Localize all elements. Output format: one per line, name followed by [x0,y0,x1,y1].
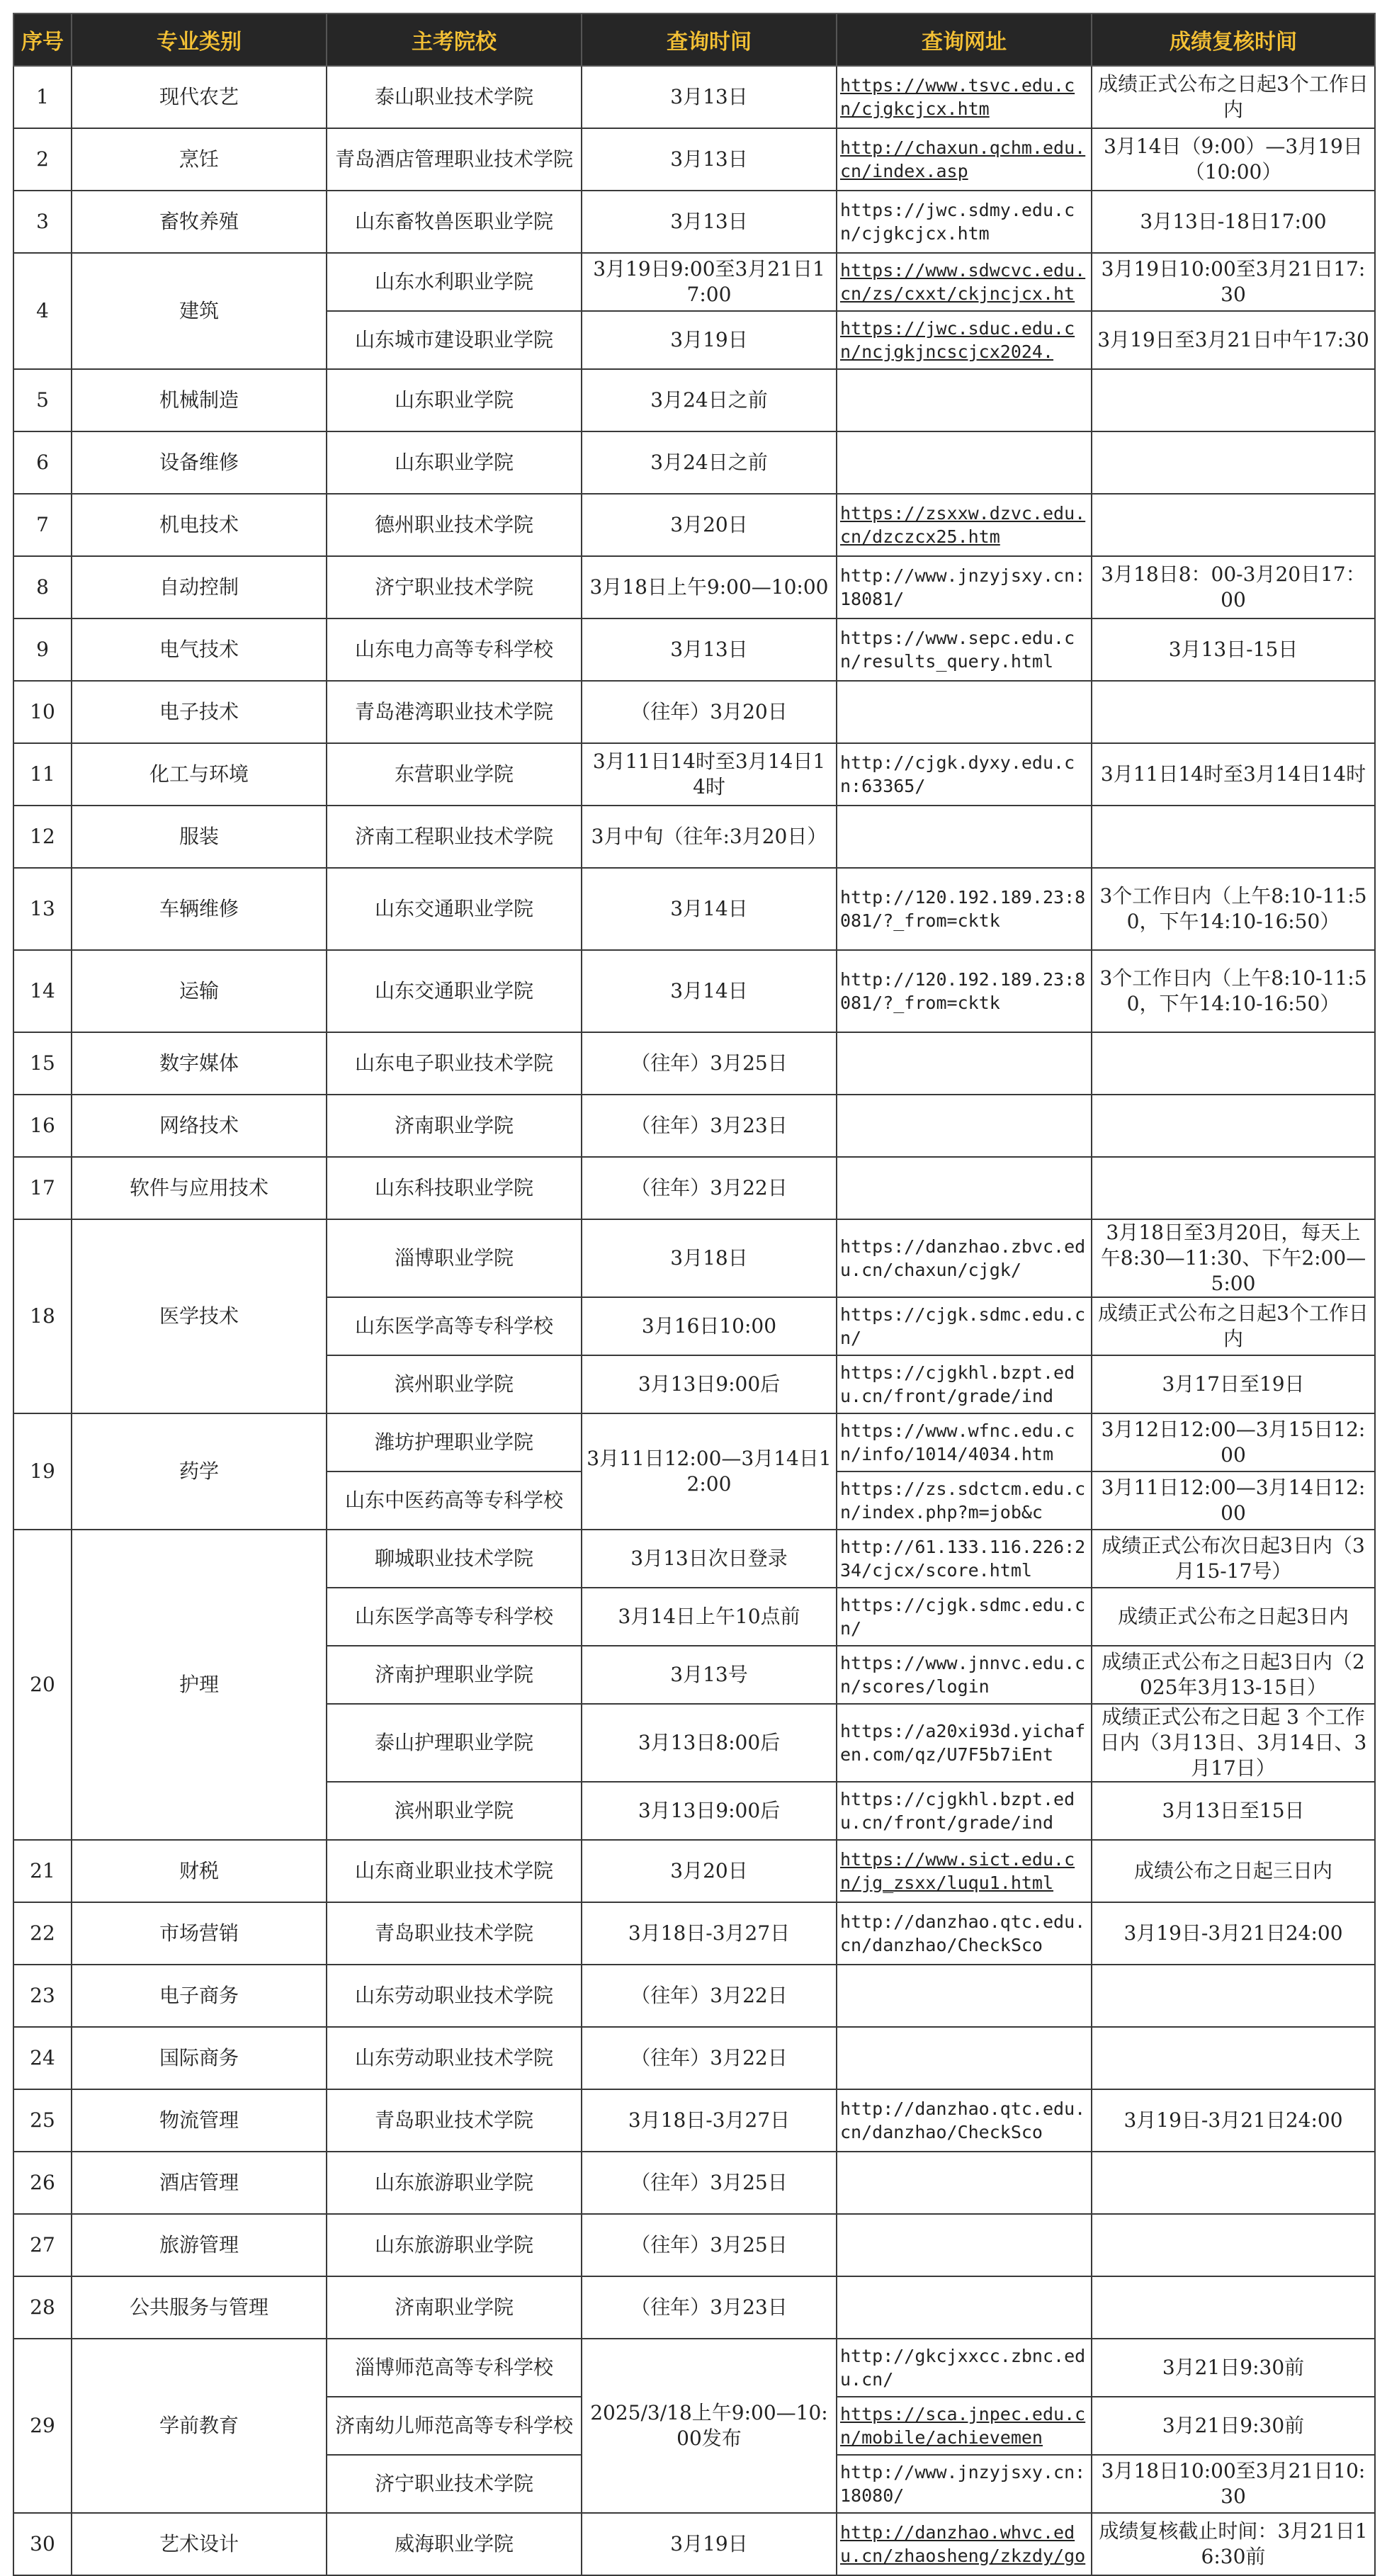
query-time: 3月20日 [582,1840,837,1902]
query-url-link[interactable]: https://www.wfnc.edu.cn/info/1014/4034.htm [840,1420,1075,1464]
table-row [13,950,1375,1032]
host-school: 济南护理职业学院 [327,1646,582,1704]
table-row [13,191,1375,253]
major-category: 公共服务与管理 [72,2276,327,2339]
query-url-cell [837,2339,1092,2397]
row-number: 17 [13,1157,72,1219]
review-time: 3月19日-3月21日24:00 [1092,1902,1375,1965]
query-url-link[interactable]: http://www.jnzyjsxy.cn:18081/ [840,565,1086,609]
major-category: 服装 [72,806,327,868]
row-number: 28 [13,2276,72,2339]
host-school: 山东旅游职业学院 [327,2214,582,2276]
query-url-link[interactable]: https://zs.sdctcm.edu.cn/index.php?m=job&c [840,1479,1086,1523]
row-number: 12 [13,806,72,868]
query-url-cell [837,2276,1092,2339]
host-school: 山东交通职业学院 [327,950,582,1032]
table-row [13,806,1375,868]
review-time [1092,1032,1375,1095]
review-time: 成绩正式公布之日起3个工作日内 [1092,66,1375,128]
query-url-cell [837,2214,1092,2276]
row-number: 27 [13,2214,72,2276]
query-url-link[interactable]: http://gkcjxxcc.zbnc.edu.cn/ [840,2346,1086,2390]
query-url-link[interactable]: http://www.jnzyjsxy.cn:18080/ [840,2462,1086,2506]
review-time: 3月13日至15日 [1092,1782,1375,1840]
row-number: 7 [13,494,72,556]
table-body [13,66,1375,2575]
query-url-cell [837,806,1092,868]
table-row [13,66,1375,128]
major-category: 电子技术 [72,681,327,743]
host-school: 淄博师范高等专科学校 [327,2339,582,2397]
review-time [1092,431,1375,494]
score-query-table [13,13,1376,2576]
review-time: 成绩公布之日起三日内 [1092,1840,1375,1902]
query-url-cell [837,1840,1092,1902]
row-number: 24 [13,2027,72,2089]
table-row [13,128,1375,191]
host-school: 青岛酒店管理职业技术学院 [327,128,582,191]
row-number: 26 [13,2152,72,2214]
query-time: 3月18日上午9:00—10:00 [582,556,837,618]
row-number: 21 [13,1840,72,1902]
major-category: 机械制造 [72,369,327,431]
host-school: 山东劳动职业技术学院 [327,2027,582,2089]
query-time: 3月中旬（往年:3月20日） [582,806,837,868]
table-row [13,1840,1375,1902]
query-url-cell [837,868,1092,950]
query-time: 3月11日14时至3月14日14时 [582,743,837,806]
review-time: 3月18日10:00至3月21日10:30 [1092,2455,1375,2513]
query-url-cell [837,1355,1092,1413]
review-time: 3月13日-15日 [1092,618,1375,681]
review-time: 3个工作日内（上午8:10-11:50，下午14:10-16:50） [1092,950,1375,1032]
review-time: 成绩正式公布之日起3日内（2025年3月13-15日） [1092,1646,1375,1704]
query-url-cell [837,2089,1092,2152]
review-time: 3月19日-3月21日24:00 [1092,2089,1375,2152]
review-time: 3月19日至3月21日中午17:30 [1092,311,1375,369]
query-url-cell [837,1646,1092,1704]
host-school: 山东商业职业技术学院 [327,1840,582,1902]
host-school: 山东电子职业技术学院 [327,1032,582,1095]
major-category: 软件与应用技术 [72,1157,327,1219]
query-url-link[interactable]: https://a20xi93d.yichafen.com/qz/U7F5b7iEnt [840,1721,1086,1765]
major-category: 设备维修 [72,431,327,494]
review-time [1092,1965,1375,2027]
table-row [13,2214,1375,2276]
query-time: 3月19日9:00至3月21日17:00 [582,253,837,311]
review-time: 3月19日10:00至3月21日17:30 [1092,253,1375,311]
review-time: 成绩正式公布之日起3日内 [1092,1588,1375,1646]
host-school: 山东电力高等专科学校 [327,618,582,681]
query-url-link[interactable]: https://danzhao.zbvc.edu.cn/chaxun/cjgk/ [840,1236,1086,1280]
header-school: 主考院校 [327,13,582,66]
query-time: 2025/3/18上午9:00—10:00发布 [582,2339,837,2513]
review-time [1092,2152,1375,2214]
host-school: 威海职业学院 [327,2513,582,2575]
host-school: 山东交通职业学院 [327,868,582,950]
host-school: 潍坊护理职业学院 [327,1413,582,1471]
query-time: 3月18日-3月27日 [582,2089,837,2152]
query-url-cell [837,2397,1092,2455]
query-url-link[interactable]: https://www.jnnvc.edu.cn/scores/login [840,1653,1086,1697]
major-category: 烹饪 [72,128,327,191]
table-row [13,2276,1375,2339]
row-number: 20 [13,1530,72,1840]
review-time [1092,369,1375,431]
query-url-link[interactable]: https://zsxxw.dzvc.edu.cn/dzczcx25.htm [840,503,1086,547]
review-time: 3月21日9:30前 [1092,2339,1375,2397]
query-url-link[interactable]: http://120.192.189.23:8081/?_from=cktk [840,887,1086,931]
query-url-link[interactable]: http://61.133.116.226:234/cjcx/score.html [840,1537,1086,1581]
query-url-cell [837,431,1092,494]
table-row [13,2152,1375,2214]
host-school: 青岛职业技术学院 [327,2089,582,2152]
query-url-link[interactable]: https://www.sdwcvc.edu.cn/zs/cxxt/ckjncjcx.ht [840,260,1086,304]
table-row [13,743,1375,806]
major-category: 现代农艺 [72,66,327,128]
major-category: 机电技术 [72,494,327,556]
review-time: 3月18日8：00-3月20日17：00 [1092,556,1375,618]
review-time: 3月21日9:30前 [1092,2397,1375,2455]
query-time: 3月18日-3月27日 [582,1902,837,1965]
row-number: 1 [13,66,72,128]
review-time [1092,2214,1375,2276]
review-time: 成绩正式公布之日起 3 个工作日内（3月13日、3月14日、3月17日） [1092,1704,1375,1782]
major-category: 数字媒体 [72,1032,327,1095]
row-number: 15 [13,1032,72,1095]
query-url-cell [837,2455,1092,2513]
host-school: 济南职业学院 [327,2276,582,2339]
query-url-cell [837,2152,1092,2214]
query-time: 3月11日12:00—3月14日12:00 [582,1413,837,1530]
host-school: 山东旅游职业学院 [327,2152,582,2214]
query-url-cell [837,2513,1092,2575]
query-url-cell [837,556,1092,618]
header-no: 序号 [13,13,72,66]
query-url-link[interactable]: https://cjgkhl.bzpt.edu.cn/front/grade/ind [840,1789,1075,1833]
query-url-cell [837,950,1092,1032]
query-url-cell [837,1530,1092,1588]
query-time: 3月20日 [582,494,837,556]
query-time: （往年）3月20日 [582,681,837,743]
review-time [1092,1095,1375,1157]
row-number: 18 [13,1219,72,1413]
query-url-cell [837,1704,1092,1782]
query-time: 3月13号 [582,1646,837,1704]
table-row [13,1530,1375,1588]
table-row [13,2339,1375,2397]
table-row [13,1413,1375,1471]
major-category: 车辆维修 [72,868,327,950]
query-url-cell [837,1413,1092,1471]
host-school: 山东城市建设职业学院 [327,311,582,369]
host-school: 滨州职业学院 [327,1782,582,1840]
query-url-link[interactable]: https://jwc.sdmy.edu.cn/cjgkcjcx.htm [840,200,1075,244]
major-category: 建筑 [72,253,327,369]
host-school: 青岛职业技术学院 [327,1902,582,1965]
query-url-link[interactable]: http://120.192.189.23:8081/?_from=cktk [840,969,1086,1013]
query-time: 3月14日上午10点前 [582,1588,837,1646]
row-number: 3 [13,191,72,253]
host-school: 泰山职业技术学院 [327,66,582,128]
host-school: 山东劳动职业技术学院 [327,1965,582,2027]
table-row [13,1032,1375,1095]
table-row [13,1219,1375,1297]
host-school: 山东科技职业学院 [327,1157,582,1219]
major-category: 旅游管理 [72,2214,327,2276]
host-school: 山东畜牧兽医职业学院 [327,191,582,253]
major-category: 物流管理 [72,2089,327,2152]
table-row [13,2027,1375,2089]
row-number: 11 [13,743,72,806]
review-time: 3个工作日内（上午8:10-11:50，下午14:10-16:50） [1092,868,1375,950]
review-time [1092,2276,1375,2339]
query-url-cell [837,1782,1092,1840]
host-school: 山东医学高等专科学校 [327,1297,582,1355]
query-url-link[interactable]: https://cjgk.sdmc.edu.cn/ [840,1304,1086,1348]
review-time [1092,2027,1375,2089]
row-number: 10 [13,681,72,743]
query-url-link[interactable]: https://www.sepc.edu.cn/results_query.html [840,628,1075,672]
query-time: 3月19日 [582,311,837,369]
table-row [13,431,1375,494]
query-url-cell [837,1965,1092,2027]
query-url-link[interactable]: https://cjgk.sdmc.edu.cn/ [840,1595,1086,1639]
review-time: 3月13日-18日17:00 [1092,191,1375,253]
host-school: 山东职业学院 [327,369,582,431]
table-row [13,618,1375,681]
query-url-cell [837,1095,1092,1157]
query-time: 3月13日 [582,191,837,253]
row-number: 2 [13,128,72,191]
query-url-cell [837,1219,1092,1297]
major-category: 化工与环境 [72,743,327,806]
row-number: 30 [13,2513,72,2575]
host-school: 济南职业学院 [327,1095,582,1157]
query-url-cell [837,743,1092,806]
host-school: 泰山护理职业学院 [327,1704,582,1782]
row-number: 14 [13,950,72,1032]
table-row [13,494,1375,556]
query-time: 3月19日 [582,2513,837,2575]
row-number: 5 [13,369,72,431]
host-school: 山东中医药高等专科学校 [327,1471,582,1530]
query-time: 3月13日 [582,66,837,128]
query-time: （往年）3月25日 [582,2152,837,2214]
query-url-cell [837,253,1092,311]
query-url-link[interactable]: http://chaxun.qchm.edu.cn/index.asp [840,137,1086,181]
query-url-link[interactable]: http://danzhao.qtc.edu.cn/danzhao/CheckSco [840,2098,1086,2142]
major-category: 国际商务 [72,2027,327,2089]
query-url-cell [837,681,1092,743]
header-major: 专业类别 [72,13,327,66]
host-school: 济南工程职业技术学院 [327,806,582,868]
query-time: 3月14日 [582,950,837,1032]
query-time: （往年）3月25日 [582,2214,837,2276]
query-url-link[interactable]: http://danzhao.whvc.edu.cn/zhaosheng/zkzdy/go [840,2522,1086,2566]
table-row [13,1902,1375,1965]
review-time: 3月17日至19日 [1092,1355,1375,1413]
table-row [13,1965,1375,2027]
major-category: 医学技术 [72,1219,327,1413]
query-time: 3月18日 [582,1219,837,1297]
review-time: 3月14日（9:00）—3月19日（10:00） [1092,128,1375,191]
query-time: 3月13日次日登录 [582,1530,837,1588]
query-url-cell [837,1297,1092,1355]
query-url-link[interactable]: http://cjgk.dyxy.edu.cn:63365/ [840,752,1075,796]
host-school: 济南幼儿师范高等专科学校 [327,2397,582,2455]
major-category: 药学 [72,1413,327,1530]
major-category: 财税 [72,1840,327,1902]
header-review-time: 成绩复核时间 [1092,13,1375,66]
row-number: 22 [13,1902,72,1965]
query-time: （往年）3月22日 [582,1965,837,2027]
query-url-link[interactable]: https://www.sict.edu.cn/jg_zsxx/luqu1.html [840,1849,1075,1893]
row-number: 19 [13,1413,72,1530]
major-category: 市场营销 [72,1902,327,1965]
query-url-cell [837,311,1092,369]
query-time: 3月13日9:00后 [582,1782,837,1840]
table-row [13,2089,1375,2152]
query-url-cell [837,618,1092,681]
query-time: 3月13日 [582,128,837,191]
query-time: 3月13日 [582,618,837,681]
table-row [13,253,1375,311]
major-category: 酒店管理 [72,2152,327,2214]
review-time [1092,806,1375,868]
review-time [1092,494,1375,556]
row-number: 13 [13,868,72,950]
row-number: 29 [13,2339,72,2513]
query-time: 3月24日之前 [582,369,837,431]
query-time: 3月14日 [582,868,837,950]
query-url-cell [837,128,1092,191]
host-school: 山东医学高等专科学校 [327,1588,582,1646]
review-time [1092,1157,1375,1219]
query-url-cell [837,2027,1092,2089]
query-time: （往年）3月23日 [582,1095,837,1157]
query-time: （往年）3月23日 [582,2276,837,2339]
row-number: 6 [13,431,72,494]
major-category: 电子商务 [72,1965,327,2027]
host-school: 聊城职业技术学院 [327,1530,582,1588]
host-school: 山东水利职业学院 [327,253,582,311]
header-query-url: 查询网址 [837,13,1092,66]
row-number: 16 [13,1095,72,1157]
host-school: 滨州职业学院 [327,1355,582,1413]
query-time: 3月13日8:00后 [582,1704,837,1782]
host-school: 济宁职业技术学院 [327,556,582,618]
query-url-cell [837,494,1092,556]
table-row [13,2513,1375,2575]
query-time: 3月16日10:00 [582,1297,837,1355]
query-time: （往年）3月25日 [582,1032,837,1095]
major-category: 学前教育 [72,2339,327,2513]
review-time: 3月11日14时至3月14日14时 [1092,743,1375,806]
header-query-time: 查询时间 [582,13,837,66]
table-row [13,1095,1375,1157]
row-number: 23 [13,1965,72,2027]
host-school: 山东职业学院 [327,431,582,494]
major-category: 畜牧养殖 [72,191,327,253]
review-time: 3月18日至3月20日，每天上午8:30—11:30、下午2:00—5:00 [1092,1219,1375,1297]
host-school: 德州职业技术学院 [327,494,582,556]
query-time: 3月13日9:00后 [582,1355,837,1413]
review-time: 3月12日12:00—3月15日12:00 [1092,1413,1375,1471]
major-category: 运输 [72,950,327,1032]
query-url-cell [837,1471,1092,1530]
major-category: 网络技术 [72,1095,327,1157]
row-number: 4 [13,253,72,369]
table-row [13,868,1375,950]
query-url-cell [837,1157,1092,1219]
query-url-cell [837,1902,1092,1965]
table-row [13,1157,1375,1219]
major-category: 护理 [72,1530,327,1840]
review-time: 成绩正式公布之日起3个工作日内 [1092,1297,1375,1355]
query-time: （往年）3月22日 [582,2027,837,2089]
review-time [1092,681,1375,743]
query-url-cell [837,369,1092,431]
table-row [13,556,1375,618]
host-school: 青岛港湾职业技术学院 [327,681,582,743]
major-category: 电气技术 [72,618,327,681]
major-category: 自动控制 [72,556,327,618]
major-category: 艺术设计 [72,2513,327,2575]
review-time: 3月11日12:00—3月14日12:00 [1092,1471,1375,1530]
query-url-link[interactable]: https://jwc.sduc.edu.cn/ncjgkjncscjcx2024. [840,318,1075,362]
host-school: 淄博职业学院 [327,1219,582,1297]
query-url-cell [837,66,1092,128]
review-time: 成绩复核截止时间：3月21日16:30前 [1092,2513,1375,2575]
review-time: 成绩正式公布次日起3日内（3月15-17号） [1092,1530,1375,1588]
row-number: 8 [13,556,72,618]
table-row [13,369,1375,431]
query-url-cell [837,1032,1092,1095]
row-number: 9 [13,618,72,681]
host-school: 东营职业学院 [327,743,582,806]
query-url-link[interactable]: https://www.tsvc.edu.cn/cjgkcjcx.htm [840,75,1075,119]
row-number: 25 [13,2089,72,2152]
query-url-cell [837,1588,1092,1646]
host-school: 济宁职业技术学院 [327,2455,582,2513]
table-row [13,681,1375,743]
query-url-link[interactable]: https://cjgkhl.bzpt.edu.cn/front/grade/ind [840,1362,1075,1406]
table-header-row [13,13,1375,66]
query-url-cell [837,191,1092,253]
query-time: （往年）3月22日 [582,1157,837,1219]
query-url-link[interactable]: https://sca.jnpec.edu.cn/mobile/achievemen [840,2404,1086,2448]
query-time: 3月24日之前 [582,431,837,494]
query-url-link[interactable]: http://danzhao.qtc.edu.cn/danzhao/CheckSco [840,1911,1086,1955]
